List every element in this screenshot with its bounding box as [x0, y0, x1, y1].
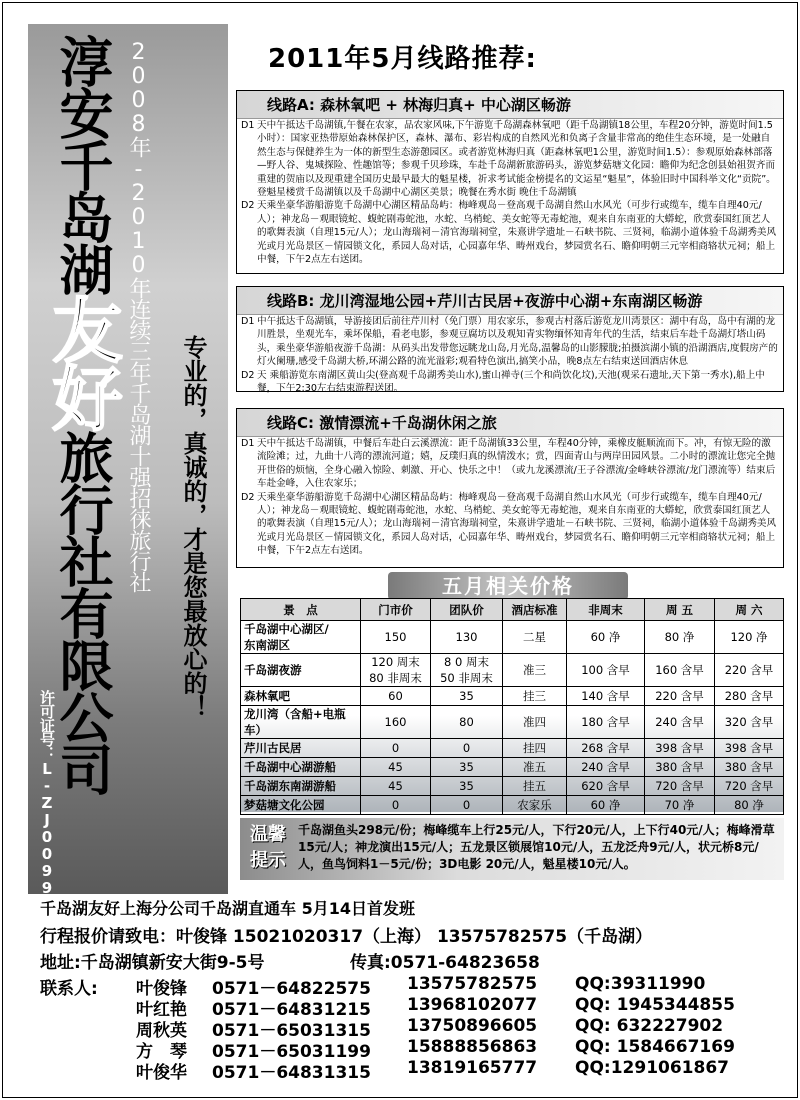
contact-mobile: 13819165777	[407, 1058, 538, 1078]
contact-name: 方 琴	[136, 1042, 187, 1062]
footer-address-row	[40, 948, 780, 974]
route-a	[236, 90, 784, 274]
price-cell: 80	[431, 706, 503, 739]
price-cell: 森林氧吧	[241, 687, 361, 706]
contact-phone: 0571－64831215	[212, 1000, 371, 1020]
price-cell: 380 含早	[645, 758, 715, 777]
price-cell: 240 含早	[645, 706, 715, 739]
price-cell: 398 含早	[645, 739, 715, 758]
contact-row	[40, 995, 780, 1020]
price-row	[241, 654, 784, 687]
contact-qq: QQ: 632227902	[575, 1016, 724, 1036]
contact-name: 叶俊锋	[136, 979, 187, 999]
price-cell: 二星	[503, 621, 567, 654]
price-cell: 挂五	[503, 777, 567, 796]
price-cell: 220 含早	[715, 654, 784, 687]
price-row	[241, 687, 784, 706]
price-cell: 35	[431, 758, 503, 777]
price-cell: 0	[361, 796, 431, 815]
contacts-label	[40, 1037, 136, 1058]
route-b-day1	[237, 315, 783, 369]
col-header: 非周末	[567, 599, 645, 621]
price-cell: 130	[431, 621, 503, 654]
price-cell: 150	[361, 621, 431, 654]
contact-phone: 0571－64822575	[212, 979, 371, 999]
tips-label-line1: 温馨	[250, 824, 286, 845]
col-header: 周 六	[715, 599, 784, 621]
col-header: 周 五	[645, 599, 715, 621]
price-cell: 挂四	[503, 739, 567, 758]
price-row	[241, 796, 784, 815]
price-cell: 280 含早	[715, 687, 784, 706]
price-row	[241, 739, 784, 758]
price-cell: 160	[361, 706, 431, 739]
price-cell: 140 含早	[567, 687, 645, 706]
price-cell: 240 含早	[567, 758, 645, 777]
price-cell: 80 净	[645, 621, 715, 654]
price-cell: 620 含早	[567, 777, 645, 796]
contact-phone: 0571－65031199	[212, 1042, 371, 1062]
route-c-day1	[237, 437, 783, 491]
price-cell: 挂三	[503, 687, 567, 706]
contact-phone: 0571－64831315	[212, 1063, 371, 1083]
tips-text: 千岛湖鱼头298元/份；梅峰缆车上行25元/人，下行20元/人，上下行40元/人；梅峰滑草15元/人；神龙演出15元/人；五龙景区锁展馆10元/人，五龙泛舟9元/人，状元桥8元/人，鱼鸟饲料1－5元/份；3D电影 20元/人，魁星楼10元/人。	[298, 823, 775, 871]
price-cell: 120 净	[715, 621, 784, 654]
price-cell: 60	[361, 687, 431, 706]
price-cell: 8 0 周末 50 非周末	[431, 654, 503, 687]
route-b	[236, 286, 784, 395]
price-cell: 180 含早	[567, 706, 645, 739]
contact-name: 叶俊华	[136, 1063, 187, 1083]
contact-row	[40, 1058, 780, 1083]
price-cell: 60 净	[567, 796, 645, 815]
contacts-label	[40, 1016, 136, 1037]
footer-line1: 千岛湖友好上海分公司千岛湖直通车 5月14日首发班	[40, 899, 415, 918]
day-text: 天乘坐豪华游船游览千岛湖中心湖区精品岛屿：梅峰观岛－登高观千岛湖自然山水风光（可步行或缆车，缆车自理40元/人）；神龙岛－观眼镜蛇、蝮蛇剧毒蛇池，水蛇、乌梢蛇、美女蛇等无毒蛇池，观来自东南亚的大蟒蛇，欣赏泰国红顶艺人的歌舞表演（自理15元/人）；龙山海瑞祠－清官海瑞祠堂，朱熹讲学遗址－石峡书院、三贤祠，临湖小道体验千岛湖秀美风光或月光岛景区－情园锁文化，系园人岛对话，心园嘉年华、畴州戏台，梦园赏名石、瞻仰明朝三元宰相商辂状元祠；船上中餐，下午2点左右送团。	[257, 200, 777, 266]
contact-row	[40, 974, 780, 999]
route-c	[236, 408, 784, 568]
price-cell: 268 含早	[567, 739, 645, 758]
day-text: 天乘坐豪华游船游览千岛湖中心湖区精品岛屿：梅峰观岛－登高观千岛湖自然山水风光（可步行或缆车，缆车自理40元/人）；神龙岛－观眼镜蛇、蝮蛇剧毒蛇池，水蛇、乌梢蛇、美女蛇等无毒蛇池，观来自东南亚的大蟒蛇，欣赏泰国红顶艺人的歌舞表演（自理15元/人）；龙山海瑞祠－清官海瑞祠堂，朱熹讲学遗址－石峡书院、三贤祠，临湖小道体验千岛湖秀美风光或月光岛景区－情园锁文化，系园人岛对话，心园嘉年华、畴州戏台，梦园赏名石、瞻仰明朝三元宰相商辂状元祠；船上中餐，下午2点左右送团。	[257, 491, 777, 557]
price-cell: 70 净	[645, 796, 715, 815]
contact-qq: QQ:39311990	[575, 974, 706, 994]
route-a-day1	[237, 119, 783, 199]
tips-box	[240, 818, 784, 880]
footer-fax: 传真:0571-64823658	[350, 953, 540, 973]
route-c-heading: 线路C: 激情漂流+千岛湖休闲之旅	[237, 409, 783, 437]
contact-qq: QQ: 1584667169	[575, 1037, 735, 1057]
price-cell: 160 含早	[645, 654, 715, 687]
page-title: 2011年5月线路推荐:	[268, 44, 537, 74]
col-header: 团队价	[431, 599, 503, 621]
company-name-big-char-2: 好	[41, 362, 123, 430]
price-cell: 准五	[503, 758, 567, 777]
price-row	[241, 777, 784, 796]
license-number: 许可证号：L-ZJ00993	[38, 690, 56, 913]
day-text: 天中午抵达千岛湖镇,午餐在农家，品农家风味,下午游览千岛湖森林氧吧（距千岛湖镇18公里，车程20分钟，游览时间1.5小时）：国家亚热带原始森林保护区，森林、瀑布、彩岩构成的自然风光和负离子含量非常高的绝佳生态环境，是一处融自然生态与保健养生为一体的新型生态游憩园区。或者游览林海归真（距森林氧吧1公里，游览时间1.5）：参观原始森林部落—野人谷、鬼城探险、性趣馆等；参观千贝珍珠，车赴千岛湖新旅游码头，游览梦菇塘文化园：瞻仰为纪念创县始祖贺齐而重建的贺庙以及现重建全国历史最早最大的魁星楼，祈求考试能金榜提名的文运星“魁星”，体验旧时中国科举文化“贡院”。登魁星楼赏千岛湖镇以及千岛湖中心湖区美景；晚餐在秀水街 晚住千岛湖镇	[257, 120, 776, 199]
price-row	[241, 621, 784, 654]
price-cell: 80 净	[715, 796, 784, 815]
route-c-day2	[237, 491, 783, 558]
price-cell: 45	[361, 777, 431, 796]
col-header: 酒店标准	[503, 599, 567, 621]
contact-qq: QQ:1291061867	[575, 1058, 729, 1078]
company-name-part2: 旅行社有限公司	[51, 430, 114, 794]
price-cell: 220 含早	[645, 687, 715, 706]
price-cell: 60 净	[567, 621, 645, 654]
price-cell: 35	[431, 687, 503, 706]
price-cell: 准四	[503, 706, 567, 739]
price-cell: 380 含早	[715, 758, 784, 777]
company-name-big-char: 友	[41, 294, 123, 362]
day-text: 中午抵达千岛湖镇，导游接团后前往芹川村（免门票）用农家乐，参观古村落后游览龙川湾景区：湖中有岛，岛中有湖的龙川胜景，坐观光车，乘坏保船，看老电影，参观豆腐坊以及观知青实物缅怀知青年代的生活，结束后车赴千岛湖灯塔山码头，乘坐豪华游船夜游千岛湖：从码头出发带您远眺龙山岛,月光岛,温馨岛的山影朦胧;拍摄滨湖小镇的沿湖酒店,度假房产的灯火阑珊,感受千岛湖大桥,环湖公路的流光溢彩;观看特色演出,搞笑小品，晚8点左右结束送回酒店休息	[257, 316, 778, 368]
price-row	[241, 706, 784, 739]
day-text: 天 乘船游览东南湖区黄山尖(登高观千岛湖秀美山水),蜜山禅寺(三个和尚饮化坟),天池(观采石遗址,天下第一秀水),船上中餐，下午2:30左右结束游程送团。	[257, 369, 765, 395]
route-a-day2	[237, 199, 783, 266]
tips-label	[244, 822, 292, 874]
price-cell: 0	[361, 739, 431, 758]
price-cell: 0	[431, 796, 503, 815]
contact-mobile: 15888856863	[407, 1037, 538, 1057]
col-header: 景 点	[241, 599, 361, 621]
contact-row	[40, 1016, 780, 1041]
contact-mobile: 13968102077	[407, 995, 538, 1015]
col-header: 门市价	[361, 599, 431, 621]
price-cell: 准三	[503, 654, 567, 687]
route-b-day2	[237, 369, 783, 396]
route-a-heading: 线路A: 森林氧吧 + 林海归真+ 中心湖区畅游	[237, 91, 783, 119]
price-cell: 100 含早	[567, 654, 645, 687]
contacts-list	[40, 974, 780, 1083]
price-cell: 梦菇塘文化公园	[241, 796, 361, 815]
contact-row	[40, 1037, 780, 1062]
price-cell: 320 含早	[715, 706, 784, 739]
price-cell: 农家乐	[503, 796, 567, 815]
price-table-header	[241, 599, 784, 621]
contact-mobile: 13750896605	[407, 1016, 538, 1036]
contact-qq: QQ: 1945344855	[575, 995, 735, 1015]
day-label: D1	[241, 438, 255, 449]
contacts-label: 联系人:	[40, 979, 98, 999]
price-cell: 千岛湖中心湖游船	[241, 758, 361, 777]
price-row	[241, 758, 784, 777]
price-cell: 35	[431, 777, 503, 796]
day-label: D2	[241, 369, 255, 381]
price-table	[240, 598, 784, 815]
day-label: D2	[241, 200, 255, 212]
contact-name: 叶红艳	[136, 1000, 187, 1020]
price-heading: 五月相关价格	[388, 572, 628, 600]
day-text: 天中午抵达千岛湖镇，中餐后车赴白云溪漂流：距千岛湖镇33公里，车程40分钟，乘橡皮艇顺流而下。冲，有惊无险的激流险滩；过，九曲十八湾的漂流河道；嬉，反璞归真的纵情泼水；赏，四面青山与两岸田园风景。二小时的漂流让您完全抛开世俗的烦恼，全身心融入惊险、刺激、开心、快乐之中！（或九龙溪漂流/王子谷漂流/金峰峡谷漂流/龙门漂流等）结束后车赴金峰，入住农家乐；	[257, 438, 776, 490]
contact-phone: 0571－65031315	[212, 1021, 371, 1041]
contact-name: 周秋英	[136, 1021, 187, 1041]
price-cell: 398 含早	[715, 739, 784, 758]
route-b-heading: 线路B: 龙川湾湿地公园+芹川古民居+夜游中心湖+东南湖区畅游	[237, 287, 783, 315]
price-cell: 720 含早	[715, 777, 784, 796]
price-cell: 0	[431, 739, 503, 758]
footer	[40, 896, 780, 1083]
tips-label-line2: 提示	[250, 850, 286, 871]
contact-mobile: 13575782575	[407, 974, 538, 994]
footer-address: 地址:千岛湖镇新安大街9-5号	[40, 953, 265, 973]
price-cell: 120 周末 80 非周末	[361, 654, 431, 687]
footer-line2: 行程报价请致电：叶俊锋 15021020317（上海） 13575782575（千岛湖）	[40, 927, 653, 947]
price-cell: 芹川古民居	[241, 739, 361, 758]
contacts-label	[40, 995, 136, 1016]
price-cell: 龙川湾（含船+电瓶车）	[241, 706, 361, 739]
price-cell: 千岛湖东南湖游船	[241, 777, 361, 796]
price-cell: 720 含早	[645, 777, 715, 796]
contacts-label	[40, 1058, 136, 1079]
company-name	[41, 34, 123, 794]
company-name-part1: 淳安千岛湖	[51, 34, 114, 294]
day-label: D1	[241, 120, 255, 131]
day-label: D2	[241, 491, 255, 503]
day-label: D1	[241, 316, 255, 327]
price-table-wrap	[240, 598, 784, 812]
promise-slogan: 专业的，真诚的，才是您最放心的！	[179, 335, 207, 719]
award-slogan: 2008年-2010年连续三年千岛湖十强招徕旅行社	[126, 40, 151, 592]
price-cell: 千岛湖夜游	[241, 654, 361, 687]
price-cell: 45	[361, 758, 431, 777]
price-cell: 千岛湖中心湖区/ 东南湖区	[241, 621, 361, 654]
